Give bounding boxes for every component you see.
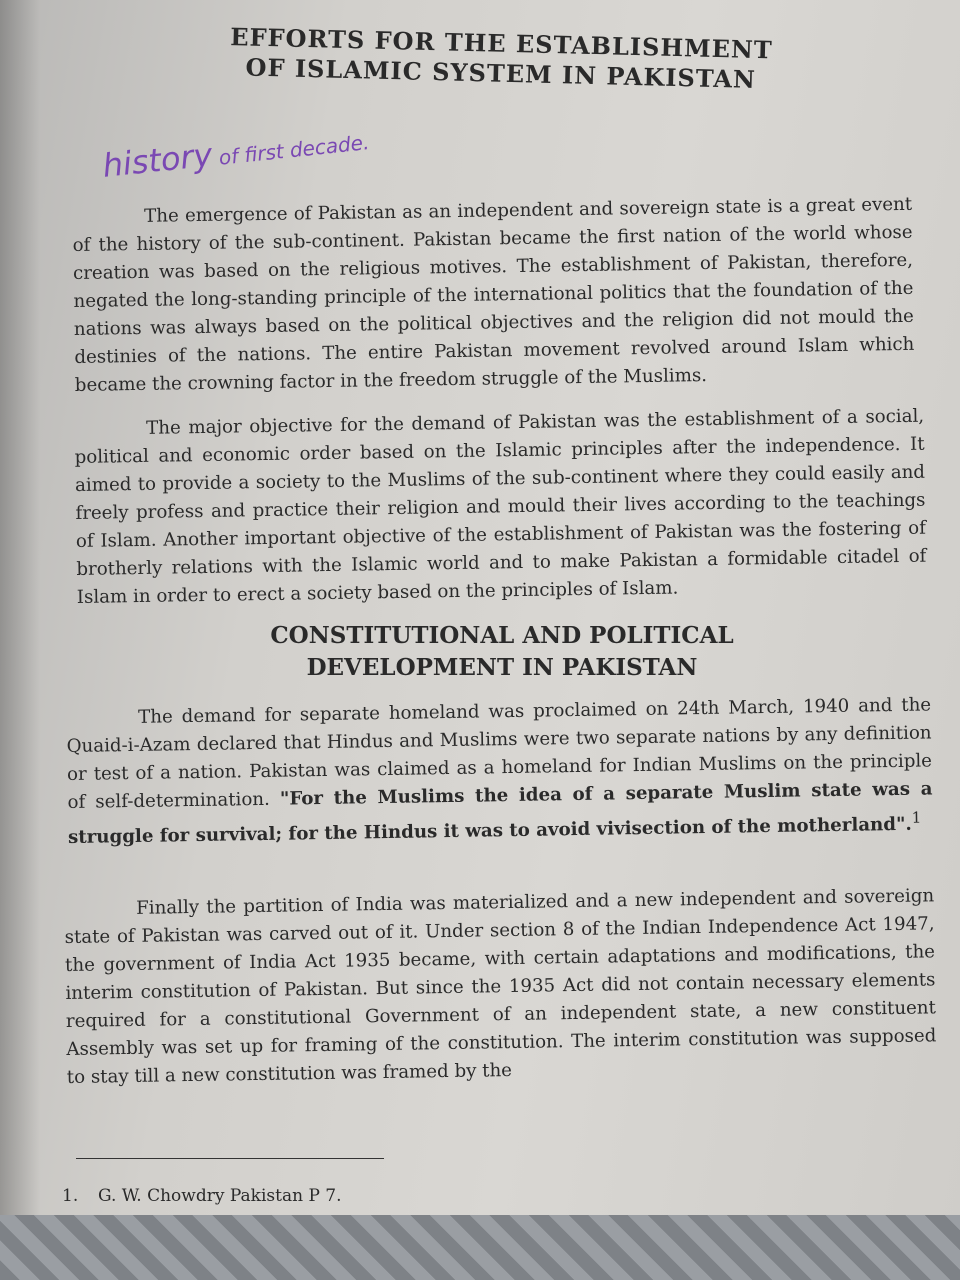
footnote-text: G. W. Chowdry Pakistan P 7. (98, 1186, 342, 1206)
paragraph-3 (66, 691, 933, 852)
handwritten-word-3: first decade. (243, 130, 371, 168)
page-title (61, 18, 942, 99)
footnote-number: 1. (62, 1186, 79, 1206)
page-content (62, 18, 942, 1206)
paragraph-4: Finally the partition of India was materialized and a new independent and sovereign state of Pakistan was carved out of it. Under section 8 of the Indian Independence Act 1947, the government of India Act 1935 became, with certain adaptations and modifications, the interim constitution of Pakistan. But since the 1935 Act did not contain necessary elements required for a constitutional Government of an independent state, a new constituent Assembly was set up for framing of the constitution. The interim constitution was supposed to stay till a new constitution was framed by the (64, 885, 937, 1088)
section-heading (202, 620, 802, 684)
handwritten-word-2: of (217, 143, 240, 170)
footnote (62, 1186, 342, 1206)
handwritten-note (101, 119, 371, 185)
paragraph-3-quote: "For the Muslims the idea of a separate Muslim state was a struggle for survival; for the Hindus it was to avoid vivisection of the motherland". (67, 778, 933, 849)
paragraph-2: The major objective for the demand of Pakistan was the establishment of a social, political and economic order based on the Islamic principles after the independence. It aimed to provide a society to the Muslims of the sub-continent where they could easily and freely profess and practice their religion and mould their lives according to the teachings of Islam. Another important objective of the establishment of Pakistan was the fostering of brotherly relations with the Islamic world and to make Pakistan a formidable citadel of Islam in order to erect a society based on the principles of Islam. (74, 405, 927, 608)
section-heading-line-1: CONSTITUTIONAL AND POLITICAL (270, 622, 734, 649)
footnote-reference: 1 (911, 808, 922, 827)
paragraph-3-text: The demand for separate homeland was proclaimed on 24th March, 1940 and the Quaid-i-Azam declared that Hindus and Muslims were two separate nations by any definition or test of a nation. Pakistan was claimed as a homeland for Indian Muslims on the principle of self-determination. (66, 694, 933, 813)
handwritten-word-1: history (100, 135, 215, 185)
paragraph-1: The emergence of Pakistan as an independent and sovereign state is a great event of the history of the sub-continent. Pakistan became the first nation of the world whose creation was based on the religious motives. The establishment of Pakistan, therefore, negated the long-standing principle of the international politics that the foundation of the nations was always based on the political objectives and the religion did not mould the destinies of the nations. The entire Pakistan movement revolved around Islam which became the crowning factor in the freedom struggle of the Muslims. (72, 193, 915, 396)
footnote-divider (76, 1158, 384, 1159)
section-heading-line-2: DEVELOPMENT IN PAKISTAN (306, 654, 698, 681)
title-line-2: OF ISLAMIC SYSTEM IN PAKISTAN (245, 52, 757, 94)
title-line-1: EFFORTS FOR THE ESTABLISHMENT (229, 22, 774, 65)
background-fabric (0, 1215, 960, 1280)
